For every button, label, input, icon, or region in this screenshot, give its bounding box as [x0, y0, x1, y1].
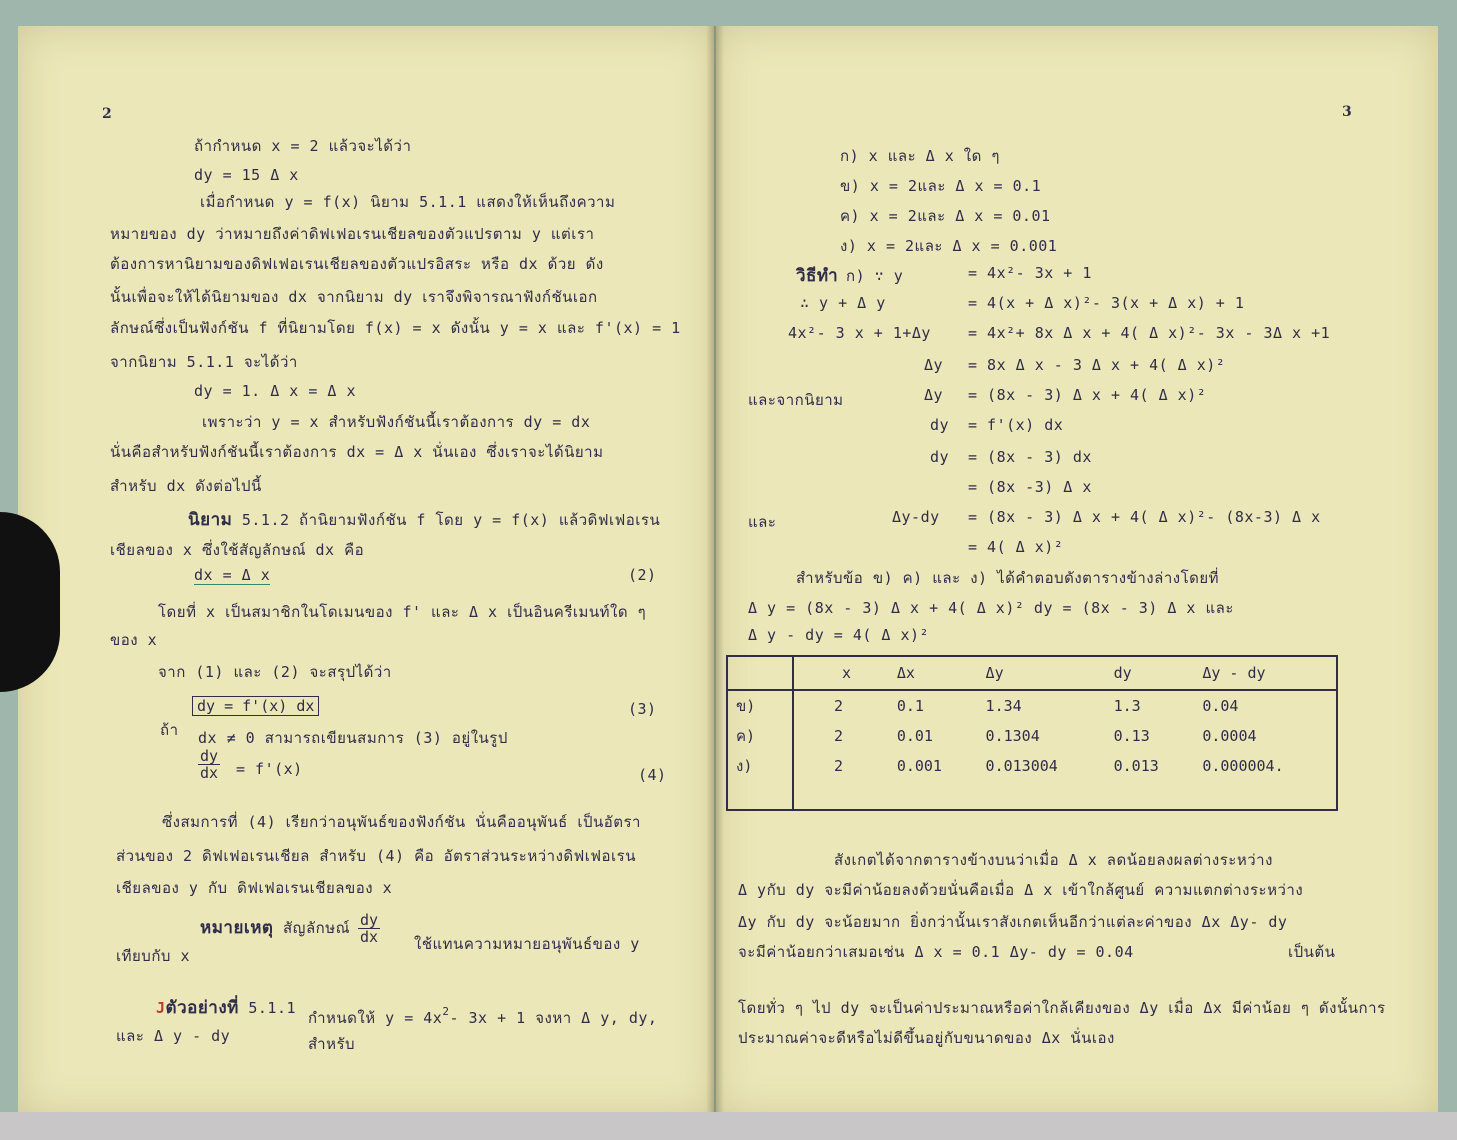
check-mark-icon: J — [156, 999, 166, 1017]
table-cell: 0.13 — [1113, 727, 1150, 745]
table-header-cell: Δx — [896, 664, 915, 682]
example-number: 5.1.1 — [248, 999, 297, 1017]
note-line — [200, 914, 350, 941]
text-line: โดยทั่ว ๆ ไป dy จะเป็นค่าประมาณหรือค่าใกล้เคียงของ Δy เมื่อ Δx มีค่าน้อย ๆ ดังนั้นการ — [738, 999, 1386, 1017]
text-line: จากนิยาม 5.1.1 จะได้ว่า — [110, 353, 298, 371]
text-line: โดยที่ x เป็นสมาชิกในโดเมนของ f' และ Δ x เป็นอินครีเมนท์ใด ๆ — [158, 603, 647, 621]
table-cell: 1.34 — [985, 697, 1022, 715]
text-line: ส่วนของ 2 ดิฟเฟอเรนเชียล สำหรับ (4) คือ อัตราส่วนระหว่างดิฟเฟอเรน — [116, 847, 636, 865]
example-heading: ตัวอย่างที่ — [165, 998, 239, 1018]
equation-2-number: (2) — [628, 566, 657, 584]
solution-rhs: = (8x - 3) Δ x + 4( Δ x)²- (8x-3) Δ x — [968, 508, 1321, 526]
table-cell — [727, 781, 793, 810]
table-cell: 0.001 — [896, 757, 942, 775]
equation-2 — [194, 566, 270, 584]
solution-lhs: Δy — [924, 386, 944, 404]
table-cell: 2 — [834, 697, 844, 715]
text-line: ซึ่งสมการที่ (4) เรียกว่าอนุพันธ์ของฟังก์ชัน นั่นคืออนุพันธ์ เป็นอัตรา — [162, 813, 641, 831]
book-gutter — [706, 26, 724, 1116]
if-word: ถ้า — [160, 721, 179, 739]
solution-rhs: = f'(x) dx — [968, 416, 1064, 434]
table-cell: 0.0004 — [1202, 727, 1257, 745]
table-header-cell: Δy — [985, 664, 1004, 682]
item-c: ค) x = 2และ Δ x = 0.01 — [840, 207, 1051, 225]
condition-text: สามารถเขียนสมการ (3) อยู่ในรูป — [264, 729, 508, 747]
text-line: ต้องการหานิยามของดิฟเฟอเรนเชียลของตัวแปรอิสระ หรือ dx ด้วย ดัง — [110, 255, 604, 273]
note-text-a: สัญลักษณ์ — [283, 919, 351, 937]
example-text-a: กำหนดให้ y = 4x — [308, 1009, 443, 1027]
solution-prefix: และ — [748, 513, 777, 531]
exponent: 2 — [442, 1005, 450, 1018]
solution-rhs: = 8x Δ x - 3 Δ x + 4( Δ x)² — [968, 356, 1226, 374]
text-line: เทียบกับ x — [116, 947, 190, 965]
text-line: ประมาณค่าจะดีหรือไม่ดีขึ้นอยู่กับขนาดของ Δx นั่นเอง — [738, 1029, 1115, 1047]
note-heading: หมายเหตุ — [200, 918, 274, 938]
table-cell: 0.04 — [1202, 697, 1239, 715]
fraction-numerator: dy — [200, 747, 219, 765]
text-line: Δ yกับ dy จะมีค่าน้อยลงด้วยนั่นคือเมื่อ Δ x เข้าใกล้ศูนย์ ความแตกต่างระหว่าง — [738, 881, 1304, 899]
solution-rhs: = (8x - 3) Δ x + 4( Δ x)² — [968, 386, 1207, 404]
solution-heading: วิธีทำ — [796, 266, 839, 286]
solution-lhs: dy — [930, 448, 950, 466]
text-line: เพราะว่า y = x สำหรับฟังก์ชันนี้เราต้องการ dy = dx — [202, 413, 591, 431]
table-header-cell: dy — [1113, 664, 1132, 682]
page-number-left: 2 — [102, 106, 112, 122]
table-cell: ง) — [727, 751, 793, 781]
solution-lhs: Δy — [924, 356, 944, 374]
table-cell: 2 — [834, 727, 844, 745]
results-table — [726, 655, 1338, 811]
page-number-right: 3 — [1342, 104, 1352, 120]
note-text-b: ใช้แทนความหมายอนุพันธ์ของ y — [414, 935, 640, 953]
table-cell: 0.01 — [896, 727, 933, 745]
item-a: ก) x และ Δ x ใด ๆ — [840, 147, 1000, 165]
solution-lhs: Δy-dy — [892, 508, 940, 526]
table-cell: 0.013004 — [985, 757, 1058, 775]
table-spacer-row — [727, 781, 1337, 810]
solution-rhs: = (8x -3) Δ x — [968, 478, 1092, 496]
fraction-denominator: dx — [360, 928, 379, 946]
solution-lhs: 4x²- 3 x + 1+Δy — [788, 324, 931, 342]
text-line: จะมีค่าน้อยกว่าเสมอเช่น Δ x = 0.1 Δy- dy = 0.04 — [738, 943, 1134, 961]
solution-rhs: = 4( Δ x)² — [968, 538, 1064, 556]
example-text — [308, 1006, 657, 1030]
table-cell: 0.1 — [896, 697, 924, 715]
text-line: ถ้ากำหนด x = 2 แล้วจะได้ว่า — [194, 137, 412, 155]
table-cell: ข) — [727, 690, 793, 721]
table-header-row — [727, 656, 1337, 690]
text-line: เชียลของ x ซึ่งใช้สัญลักษณ์ dx คือ — [110, 541, 365, 559]
table-cell: ค) — [727, 721, 793, 751]
table-cell: 2 — [834, 757, 844, 775]
table-row — [727, 751, 1337, 781]
text-line: และ Δ y - dy — [116, 1027, 231, 1045]
solution-lhs: dy — [930, 416, 950, 434]
equation-line: dy = 15 Δ x — [194, 166, 299, 184]
table-header-cell — [727, 656, 793, 690]
table-cell: 1.3 — [1113, 697, 1141, 715]
solution-prefix: และจากนิยาม — [748, 391, 844, 409]
note-fraction — [358, 912, 380, 945]
scanner-bottom-band — [0, 1112, 1457, 1140]
text-line: เมื่อกำหนด y = f(x) นิยาม 5.1.1 แสดงให้เห็นถึงความ — [200, 193, 616, 211]
text-line: เป็นต้น — [1288, 943, 1336, 961]
item-b: ข) x = 2และ Δ x = 0.1 — [840, 177, 1042, 195]
derivative-fraction — [198, 748, 220, 781]
equation-4-number: (4) — [638, 766, 667, 784]
text-line: Δy กับ dy จะน้อยมาก ยิ่งกว่านั้นเราสังเกตเห็นอีกว่าแต่ละค่าของ Δx Δy- dy — [738, 913, 1288, 931]
table-row — [727, 690, 1337, 721]
equation-line: dy = 1. Δ x = Δ x — [194, 382, 357, 400]
example-heading-line — [156, 994, 296, 1021]
text-line: สังเกตได้จากตารางข้างบนว่าเมื่อ Δ x ลดน้อยลงผลต่างระหว่าง — [834, 851, 1273, 869]
table-cell — [793, 781, 1337, 810]
table-header-cell: Δy - dy — [1202, 664, 1266, 682]
table-cell: 0.1304 — [985, 727, 1040, 745]
solution-lhs: ก) ∵ y — [846, 267, 904, 285]
text-line: สำหรับ — [308, 1035, 356, 1053]
fraction-denominator: dx — [200, 764, 219, 782]
equation-line: Δ y = (8x - 3) Δ x + 4( Δ x)² dy = (8x - 3) Δ x และ — [748, 599, 1234, 617]
definition-heading: นิยาม — [188, 510, 233, 530]
table-cell: 0.013 — [1113, 757, 1159, 775]
table-cell: 0.000004. — [1202, 757, 1284, 775]
text-line: ลักษณ์ซึ่งเป็นฟังก์ชัน f ที่นิยามโดย f(x) = x ดังนั้น y = x และ f'(x) = 1 — [110, 319, 681, 337]
solution-rhs: = (8x - 3) dx — [968, 448, 1092, 466]
solution-rhs: = 4x²- 3x + 1 — [968, 264, 1092, 282]
equation-3-box: dy = f'(x) dx — [192, 696, 319, 716]
text-line: นั่นคือสำหรับฟังก์ชันนี้เราต้องการ dx = Δ x นั่นเอง ซึ่งเราจะได้นิยาม — [110, 443, 604, 461]
definition-text: 5.1.2 ถ้านิยามฟังก์ชัน f โดย y = f(x) แล้วดิฟเฟอเรน — [241, 511, 661, 529]
table-row — [727, 721, 1337, 751]
nonzero-condition: dx ≠ 0 — [198, 729, 256, 747]
text-line: หมายของ dy ว่าหมายถึงค่าดิฟเฟอเรนเชียลของตัวแปรตาม y แต่เรา — [110, 225, 595, 243]
fraction-numerator: dy — [360, 911, 379, 929]
text-line — [198, 726, 508, 750]
text-line: สำหรับข้อ ข) ค) และ ง) ได้คำตอบดังตารางข้างล่างโดยที่ — [796, 569, 1220, 587]
equation-4-rhs: = f'(x) — [236, 760, 303, 778]
text-line: ของ x — [110, 631, 158, 649]
text-line: เชียลของ y กับ ดิฟเฟอเรนเชียลของ x — [116, 879, 393, 897]
equation-2-text: dx = Δ x — [194, 566, 271, 584]
text-line: สำหรับ dx ดังต่อไปนี้ — [110, 477, 262, 495]
example-text-b: - 3x + 1 จงหา Δ y, dy, — [449, 1009, 658, 1027]
equation-line: Δ y - dy = 4( Δ x)² — [748, 626, 930, 644]
solution-rhs: = 4x²+ 8x Δ x + 4( Δ x)²- 3x - 3Δ x +1 — [968, 324, 1331, 342]
text-line: นั้นเพื่อจะให้ได้นิยามของ dx จากนิยาม dy เราจึงพิจารณาฟังก์ชันเอก — [110, 288, 598, 306]
text-line: จาก (1) และ (2) จะสรุปได้ว่า — [158, 663, 392, 681]
equation-3-number: (3) — [628, 700, 657, 718]
item-d: ง) x = 2และ Δ x = 0.001 — [840, 237, 1058, 255]
solution-rhs: = 4(x + Δ x)²- 3(x + Δ x) + 1 — [968, 294, 1245, 312]
solution-lhs: ∴ y + Δ y — [800, 294, 886, 312]
definition-line — [188, 506, 660, 533]
table-header-cell: x — [842, 664, 852, 682]
